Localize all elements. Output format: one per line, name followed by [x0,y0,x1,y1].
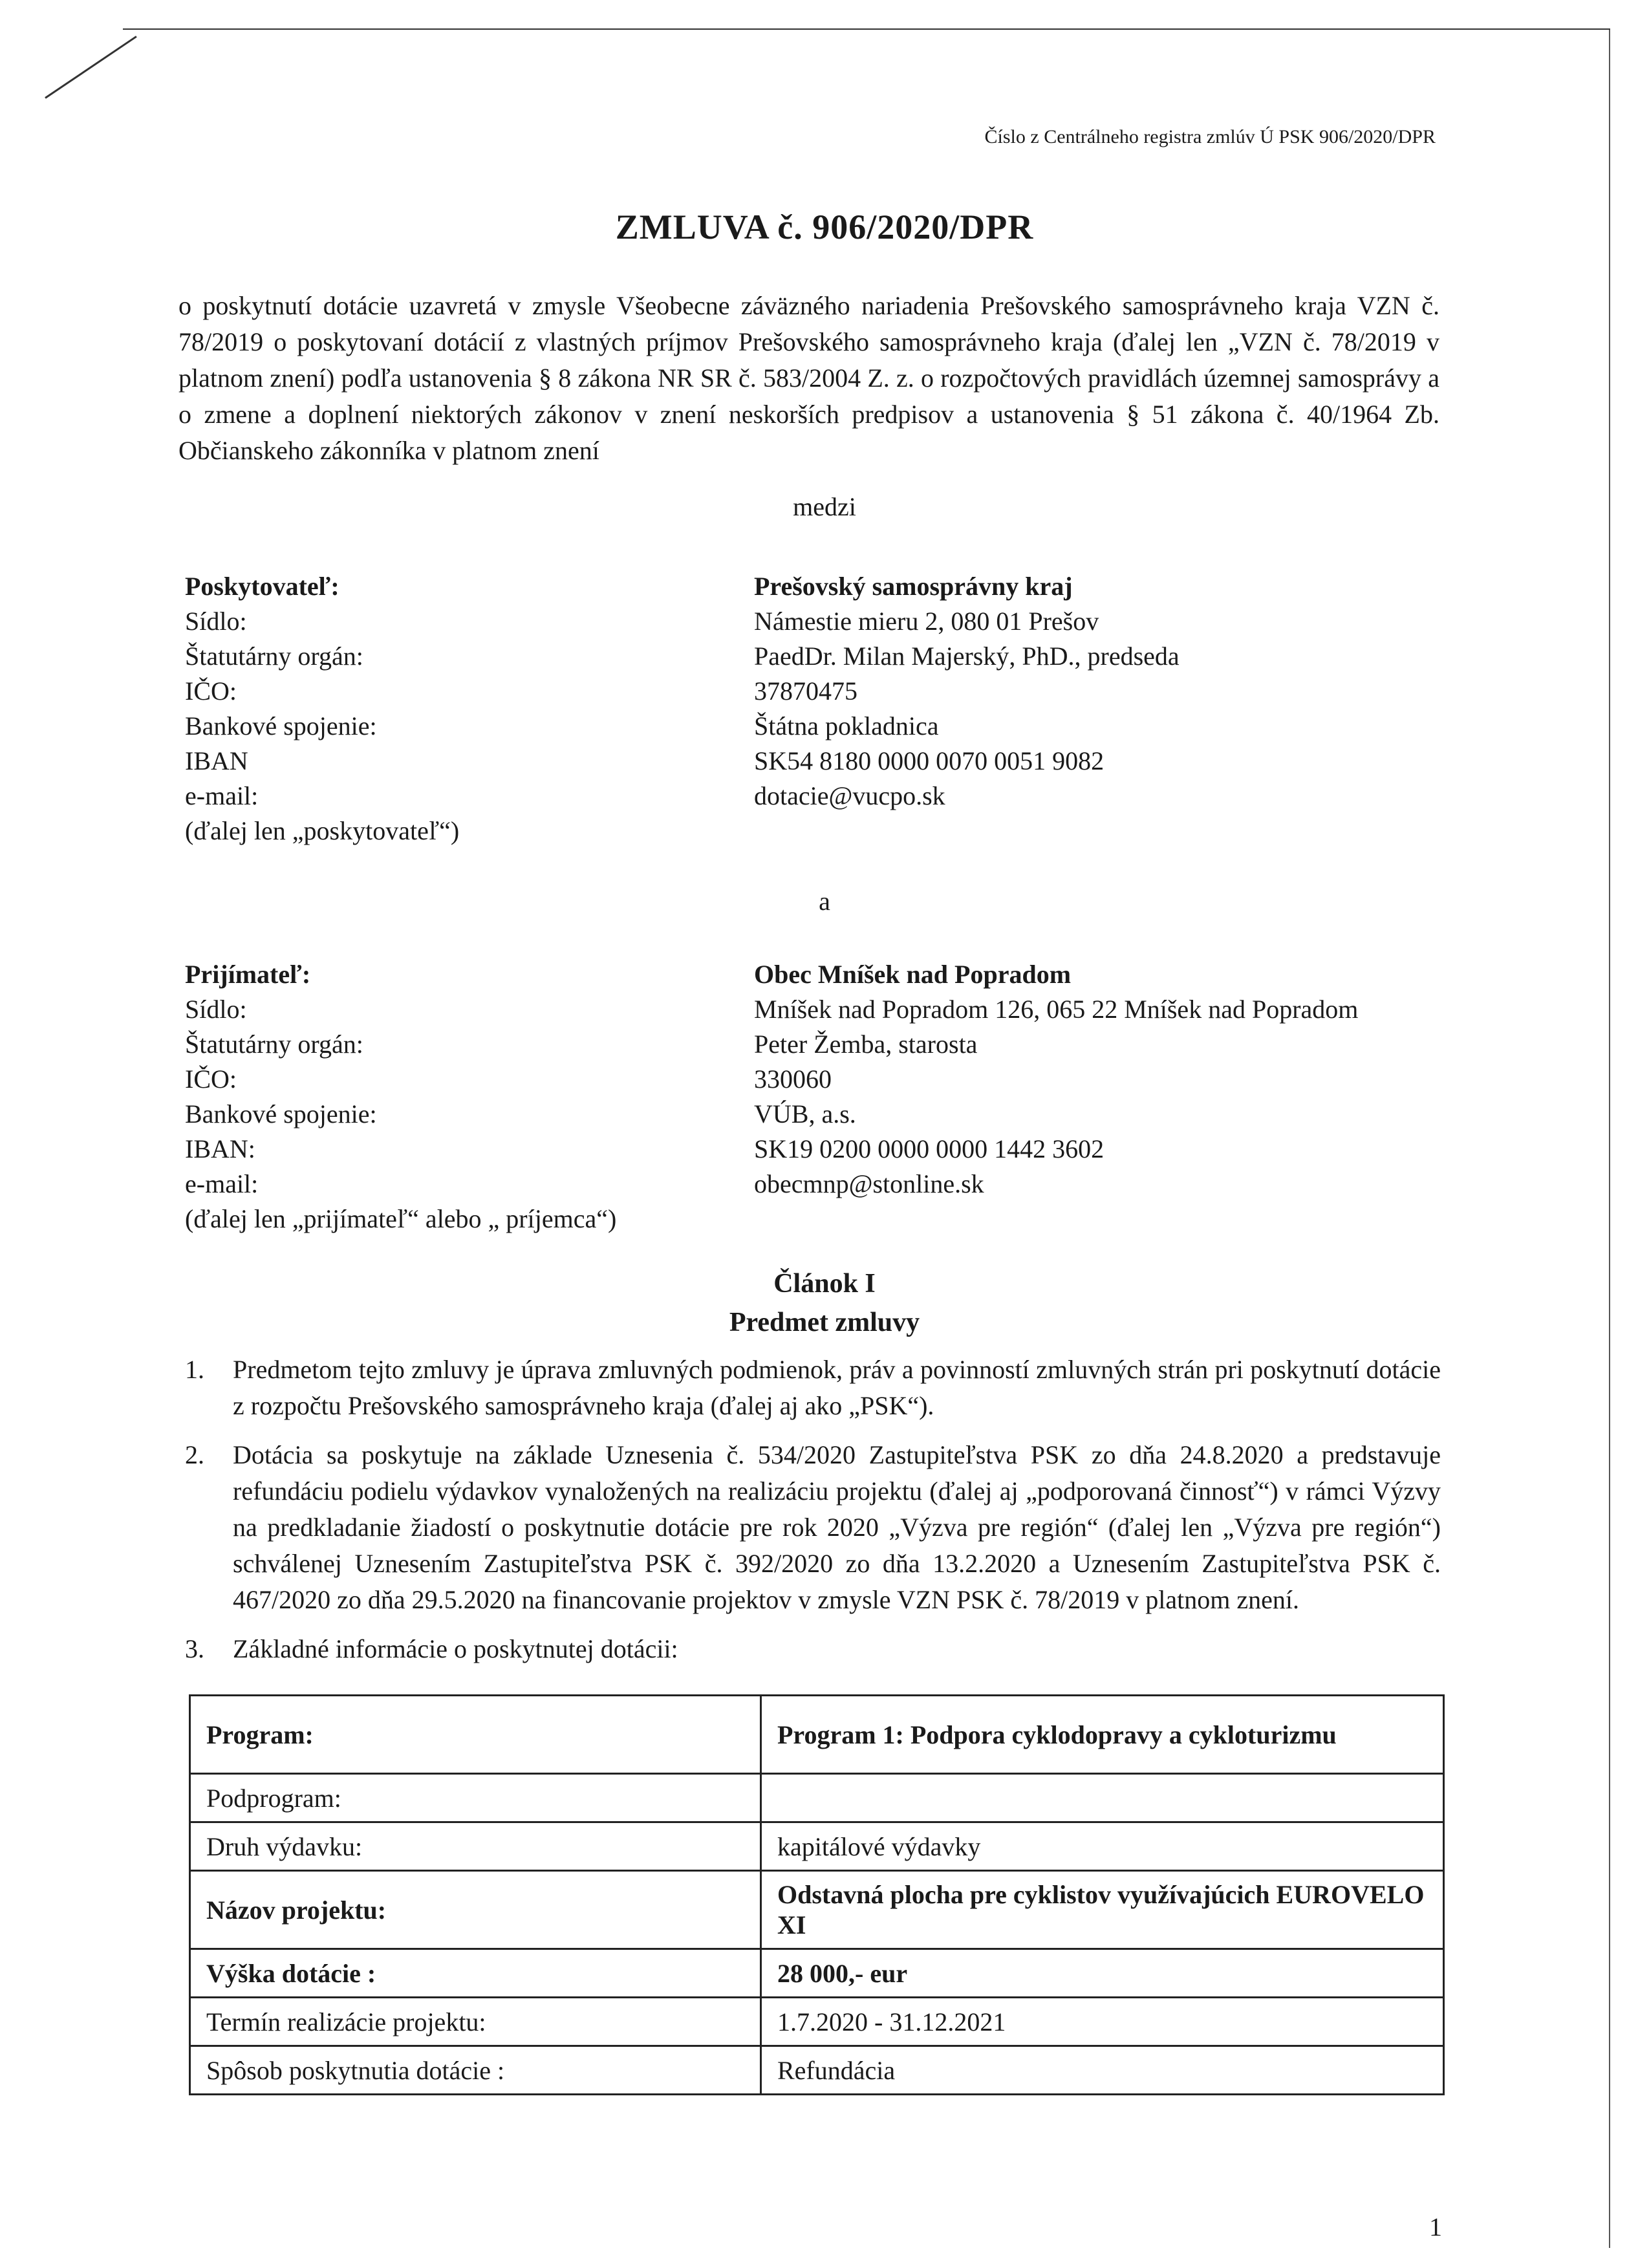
scan-edge-top [123,28,1610,30]
table-row [190,2046,1444,2095]
contract-title: ZMLUVA č. 906/2020/DPR [615,208,1034,246]
provider-row [185,674,1478,709]
provider-row [185,569,1478,604]
provider-note: (ďalej len „poskytovateľ“) [185,816,460,845]
scan-edge-right [1609,30,1610,2248]
list-item [185,1437,1441,1618]
page-number: 1 [1429,2212,1442,2241]
recipient-label: Prijímateľ: [185,960,311,989]
table-label: Podprogram: [190,1774,761,1822]
recipient-label: IBAN: [185,1134,255,1163]
provider-value: 37870475 [754,676,857,706]
recipient-value: Mníšek nad Popradom 126, 065 22 Mníšek nad Popradom [754,995,1359,1024]
table-label: Termín realizácie projektu: [190,1998,761,2046]
table-value: Odstavná plocha pre cyklistov využívajúcich EUROVELO XI [761,1871,1444,1949]
table-value: 28 000,- eur [761,1949,1444,1998]
article-items [185,1352,1441,1680]
table-row [190,1774,1444,1822]
provider-value: dotacie@vucpo.sk [754,781,945,810]
item-text: Predmetom tejto zmluvy je úprava zmluvných podmienok, práv a povinností zmluvných strán pri poskytnutí dotácie z rozpočtu Prešovského samosprávneho kraja (ďalej aj ako „PSK“). [233,1355,1441,1420]
intro-paragraph [178,288,1439,469]
table-value: Program 1: Podpora cyklodopravy a cykloturizmu [761,1696,1444,1774]
recipient-row [185,992,1478,1027]
recipient-row [185,957,1478,992]
between-word: medzi [793,492,856,521]
provider-block [185,569,1478,848]
item-number: 1. [185,1355,204,1384]
recipient-block [185,957,1478,1237]
list-item [185,1631,1441,1667]
table-label: Druh výdavku: [190,1822,761,1871]
table-value: Refundácia [761,2046,1444,2095]
grant-info-table [189,1694,1445,2095]
provider-label: Bankové spojenie: [185,711,377,740]
table-row [190,1696,1444,1774]
table-value: 1.7.2020 - 31.12.2021 [761,1998,1444,2046]
recipient-row [185,1132,1478,1167]
table-label: Program: [190,1696,761,1774]
provider-label: IČO: [185,676,237,706]
article-number: Článok I [773,1269,876,1299]
recipient-row [185,1062,1478,1097]
provider-row [185,779,1478,814]
provider-row [185,709,1478,744]
table-value: kapitálové výdavky [761,1822,1444,1871]
recipient-label: Bankové spojenie: [185,1099,377,1129]
and-word: a [819,887,830,916]
article-heading: Predmet zmluvy [729,1308,920,1337]
provider-label: IBAN [185,746,248,775]
table-row [190,1998,1444,2046]
provider-value: Štátna pokladnica [754,711,939,740]
recipient-label: IČO: [185,1064,237,1094]
recipient-label: Štatutárny orgán: [185,1030,363,1059]
provider-value: Námestie mieru 2, 080 01 Prešov [754,607,1099,636]
table-label: Výška dotácie : [190,1949,761,1998]
provider-value: SK54 8180 0000 0070 0051 9082 [754,746,1105,775]
table-row [190,1949,1444,1998]
recipient-value: obecmnp@stonline.sk [754,1169,984,1198]
recipient-row [185,1027,1478,1062]
registry-number: Číslo z Centrálneho registra zmlúv Ú PSK 906/2020/DPR [984,126,1436,147]
recipient-value: Obec Mníšek nad Popradom [754,960,1072,989]
recipient-label: Sídlo: [185,995,247,1024]
recipient-value: SK19 0200 0000 0000 1442 3602 [754,1134,1105,1163]
table-row [190,1822,1444,1871]
provider-value: PaedDr. Milan Majerský, PhD., predseda [754,642,1180,671]
provider-label: Sídlo: [185,607,247,636]
scan-corner-mark [45,36,137,99]
recipient-row [185,1167,1478,1202]
provider-label: e-mail: [185,781,259,810]
recipient-value: 330060 [754,1064,832,1094]
table-row [190,1871,1444,1949]
intro-text: o poskytnutí dotácie uzavretá v zmysle Všeobecne záväzného nariadenia Prešovského samosprávneho kraja VZN č. 78/2019 o poskytovaní dotácií z vlastných príjmov Prešovského samosprávneho kraja (ďalej len „VZN č. 78/2019 v platnom znení) podľa ustanovenia § 8 zákona NR SR č. 583/2004 Z. z. o rozpočtových pravidlách územnej samosprávy a o zmene a doplnení niektorých zákonov v znení neskorších predpisov a ustanovenia § 51 zákona č. 40/1964 Zb. Občianskeho zákonníka v platnom znení [178,291,1439,465]
table-value [761,1774,1444,1822]
provider-row [185,744,1478,779]
item-number: 3. [185,1634,204,1663]
list-item [185,1352,1441,1424]
provider-value: Prešovský samosprávny kraj [754,572,1073,601]
provider-label: Štatutárny orgán: [185,642,363,671]
recipient-label: e-mail: [185,1169,259,1198]
provider-row [185,639,1478,674]
item-text: Dotácia sa poskytuje na základe Uznesenia č. 534/2020 Zastupiteľstva PSK zo dňa 24.8.2020 a predstavuje refundáciu podielu výdavkov vynaložených na realizáciu projektu (ďalej aj „podporovaná činnosť“) v rámci Výzvy na predkladanie žiadostí o poskytnutie dotácie pre rok 2020 „Výzva pre región“ (ďalej len „Výzva pre región“) schválenej Uznesením Zastupiteľstva PSK č. 392/2020 zo dňa 13.2.2020 a Uznesením Zastupiteľstva PSK č. 467/2020 zo dňa 29.5.2020 na financovanie projektov v zmysle VZN PSK č. 78/2019 v platnom znení. [233,1440,1441,1614]
provider-row [185,604,1478,639]
recipient-value: VÚB, a.s. [754,1099,856,1129]
item-text: Základné informácie o poskytnutej dotácii: [233,1634,678,1663]
recipient-note: (ďalej len „prijímateľ“ alebo „ príjemca“) [185,1204,617,1233]
table-label: Názov projektu: [190,1871,761,1949]
table-label: Spôsob poskytnutia dotácie : [190,2046,761,2095]
item-number: 2. [185,1440,204,1469]
recipient-value: Peter Žemba, starosta [754,1030,978,1059]
recipient-row [185,1097,1478,1132]
provider-label: Poskytovateľ: [185,572,339,601]
